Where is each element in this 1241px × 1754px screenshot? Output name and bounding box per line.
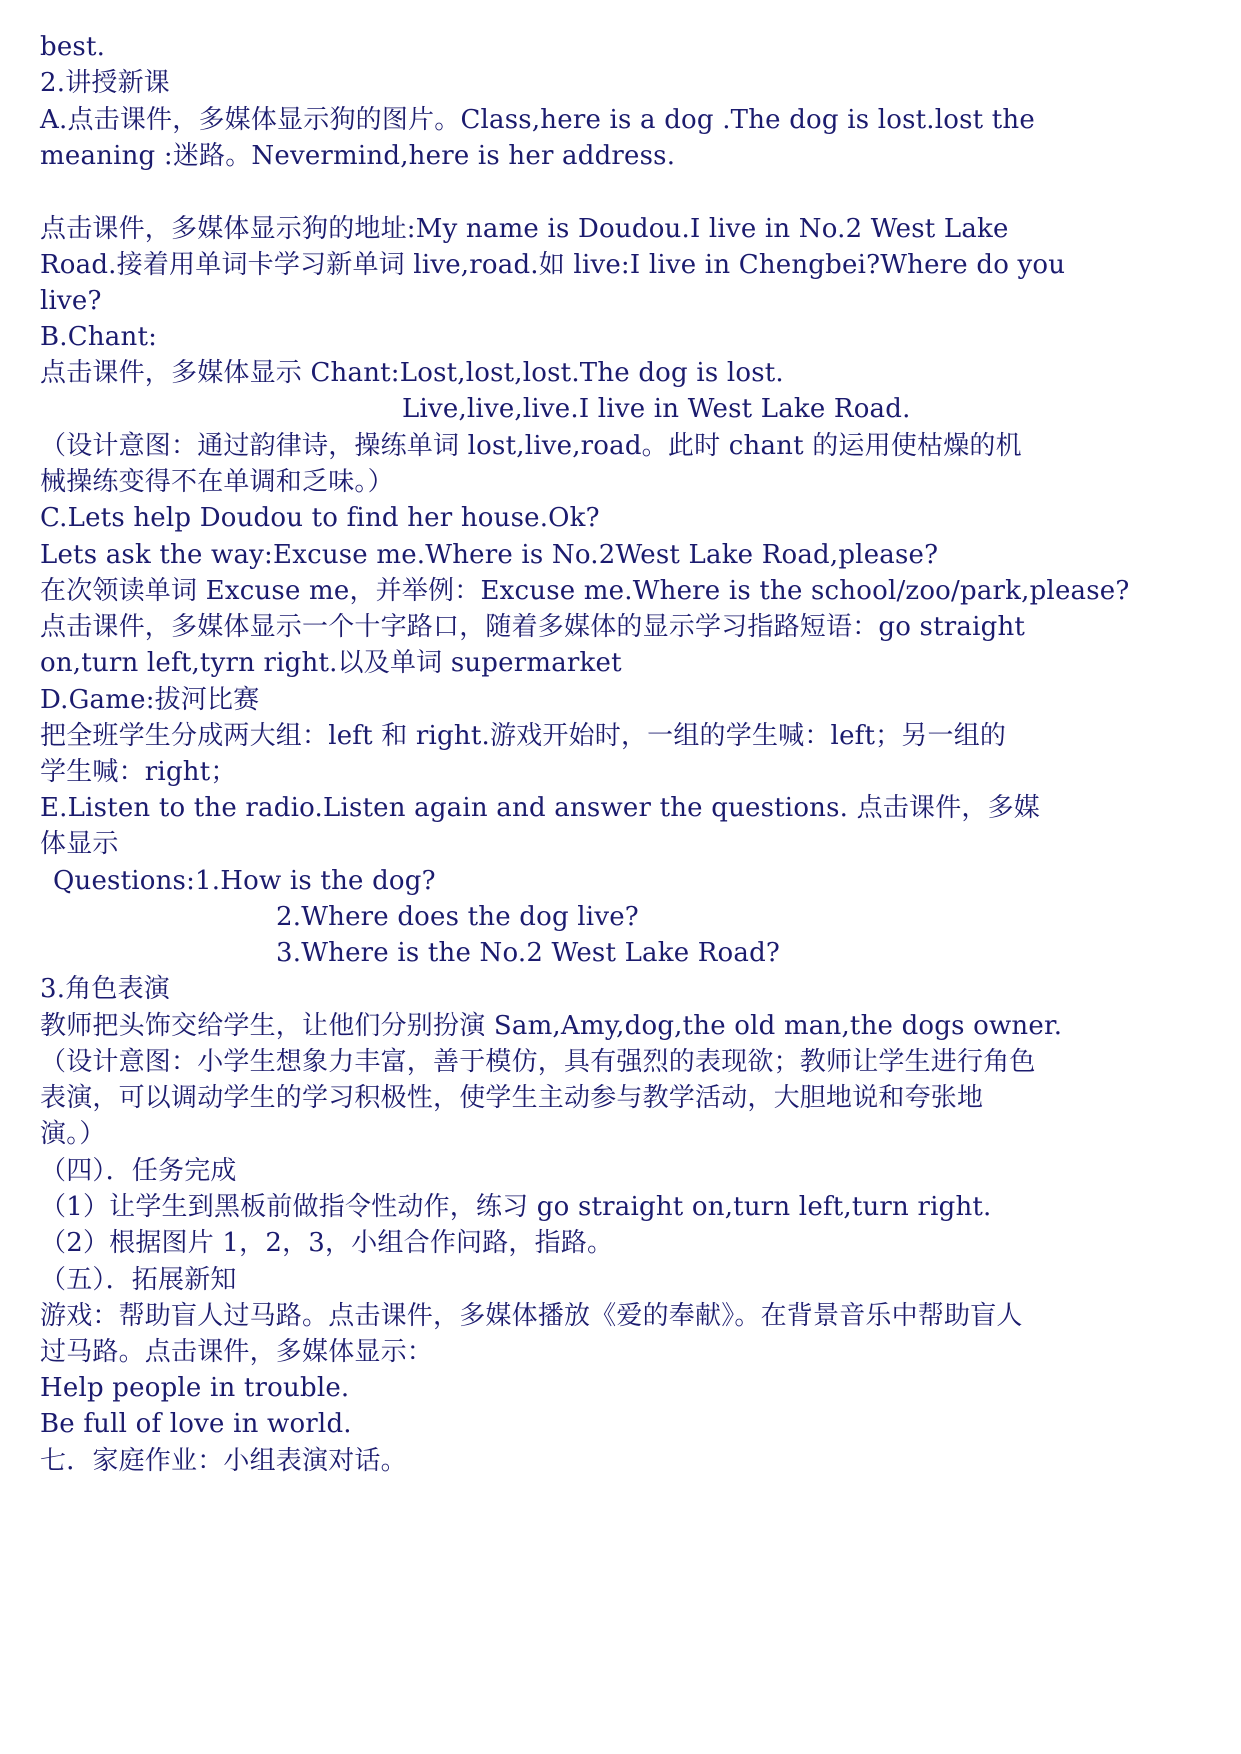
text-line: B.Chant: [40,322,158,352]
text-line: Help people in trouble. [40,1373,350,1403]
section-heading: （五）．拓展新知 [40,1265,237,1295]
section-heading: 2.讲授新课 [40,68,171,98]
text-line: live? [40,286,102,316]
text-line: 点击课件，多媒体显示 Chant:Lost,lost,lost.The dog is lost. [40,358,784,388]
text-line: on,turn left,tyrn right.以及单词 supermarket [40,648,622,678]
text-line: （2）根据图片 1，2，3，小组合作问路，指路。 [40,1228,614,1258]
section-heading: （四）．任务完成 [40,1156,237,1186]
text-line: 演。） [40,1119,106,1149]
text-line: （1）让学生到黑板前做指令性动作，练习 go straight on,turn left,turn right. [40,1192,992,1222]
text-line: （设计意图：小学生想象力丰富，善于模仿，具有强烈的表现欲；教师让学生进行角色 [40,1047,1036,1077]
text-line: （设计意图：通过韵律诗，操练单词 lost,live,road。此时 chant 的运用使枯燥的机 [40,431,1022,461]
text-line: Questions:1.How is the dog? [53,866,436,896]
text-line: meaning :迷路。Nevermind,here is her address. [40,141,676,171]
section-heading: 3.角色表演 [40,974,171,1004]
text-line: 械操练变得不在单调和乏味。） [40,467,394,497]
text-line: D.Game:拔河比赛 [40,685,260,715]
text-line: 点击课件，多媒体显示狗的地址:My name is Doudou.I live in No.2 West Lake [40,214,1009,244]
text-line: 3.Where is the No.2 West Lake Road? [276,938,781,968]
text-line: Be full of love in world. [40,1409,352,1439]
text-line: 点击课件，多媒体显示一个十字路口，随着多媒体的显示学习指路短语：go straight [40,612,1026,642]
text-line: 体显示 [40,829,119,859]
text-line: E.Listen to the radio.Listen again and answer the questions. 点击课件，多媒 [40,793,1040,823]
text-line: 在次领读单词 Excuse me，并举例：Excuse me.Where is the school/zoo/park,please? [40,576,1130,606]
text-line: 学生喊：right； [40,757,237,787]
text-line: 把全班学生分成两大组：left 和 right.游戏开始时，一组的学生喊：left；另一组的 [40,721,1007,751]
text-line: 教师把头饰交给学生，让他们分别扮演 Sam,Amy,dog,the old man,the dogs owner. [40,1011,1063,1041]
section-heading: 七．家庭作业：小组表演对话。 [40,1446,407,1476]
text-line: 2.Where does the dog live? [276,902,639,932]
text-line: A.点击课件，多媒体显示狗的图片。Class,here is a dog .The dog is lost.lost the [40,105,1035,135]
text-line: Road.接着用单词卡学习新单词 live,road.如 live:I live in Chengbei?Where do you [40,250,1066,280]
text-line: C.Lets help Doudou to find her house.Ok? [40,503,600,533]
text-line: 过马路。点击课件，多媒体显示： [40,1337,434,1367]
text-line: Lets ask the way:Excuse me.Where is No.2West Lake Road,please? [40,540,939,570]
text-line: Live,live,live.I live in West Lake Road. [402,394,911,424]
text-line: 游戏：帮助盲人过马路。点击课件，多媒体播放《爱的奉献》。在背景音乐中帮助盲人 [40,1301,1023,1331]
text-line: best. [40,32,106,62]
text-line: 表演，可以调动学生的学习积极性，使学生主动参与教学活动，大胆地说和夸张地 [40,1083,984,1113]
